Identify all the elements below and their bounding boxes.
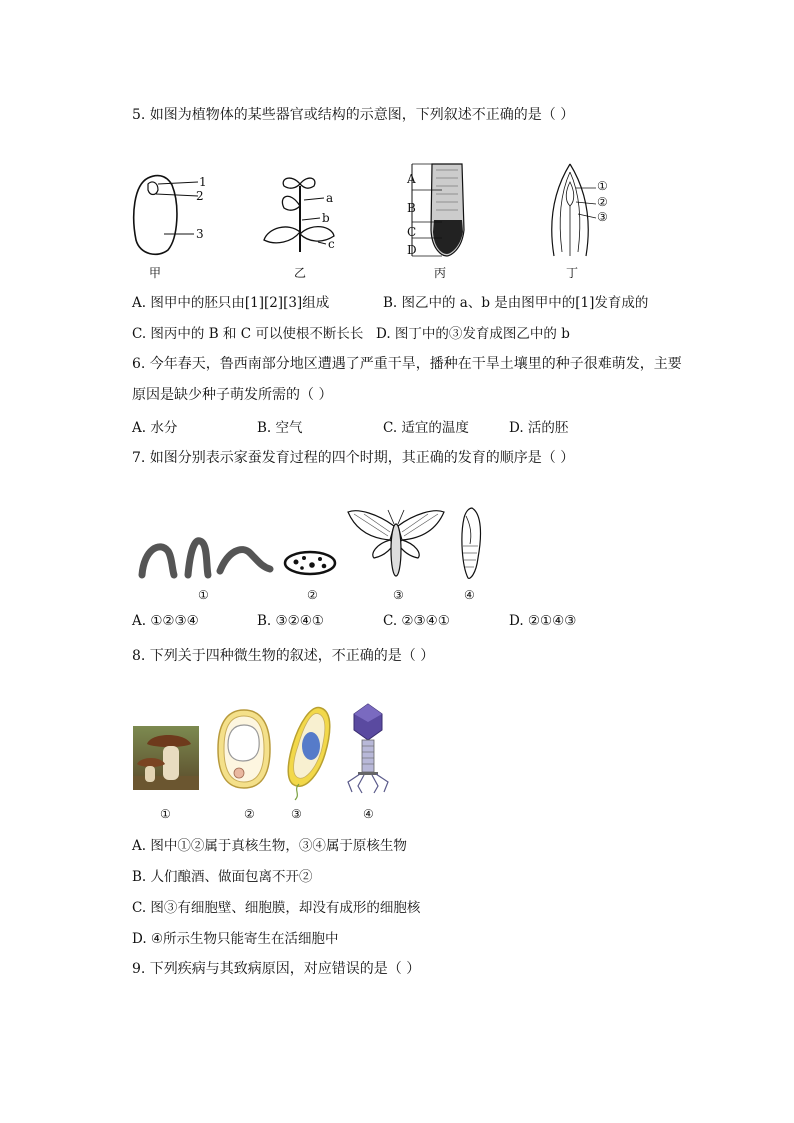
q7-option-a: A. ①②③④ <box>132 613 199 629</box>
silkworm-egg-figure <box>282 548 338 578</box>
q8-option-b: B. 人们酿酒、做面包离不开② <box>132 869 313 885</box>
q6-stem-line2: 原因是缺少种子萌发所需的（ ） <box>132 387 333 403</box>
fig-label-bing: 丙 <box>434 266 447 280</box>
q8-option-d: D. ④所示生物只能寄生在活细胞中 <box>132 931 339 947</box>
bud-mark-1: ① <box>597 179 608 193</box>
mushroom-photo <box>133 726 199 790</box>
bacteriophage-figure <box>344 702 392 794</box>
bacterium-figure <box>283 704 335 800</box>
q6-option-a: A. 水分 <box>132 420 178 436</box>
yeast-cell-figure <box>215 707 273 791</box>
seed-mark-1: 1 <box>199 175 207 189</box>
q8-option-c: C. 图③有细胞壁、细胞膜，却没有成形的细胞核 <box>132 900 421 916</box>
q8-fig-label-4: ④ <box>363 807 374 821</box>
q5-option-c: C. 图丙中的 B 和 C 可以使根不断长长 <box>132 326 364 342</box>
bud-mark-3: ③ <box>597 210 608 224</box>
q5-stem: 5. 如图为植物体的某些器官或结构的示意图，下列叙述不正确的是（ ） <box>132 107 575 123</box>
q7-option-b: B. ③②④① <box>257 613 324 629</box>
seedling-mark-c: c <box>328 237 335 251</box>
q6-stem-line1: 6. 今年春天，鲁西南部分地区遭遇了严重干旱，播种在干旱土壤里的种子很难萌发，主要 <box>132 356 682 372</box>
q7-fig-label-2: ② <box>307 588 318 602</box>
seed-mark-3: 3 <box>196 227 204 241</box>
fig-label-yi: 乙 <box>294 266 307 280</box>
q8-fig-label-3: ③ <box>291 807 302 821</box>
bud-mark-2: ② <box>597 195 608 209</box>
q7-fig-label-1: ① <box>198 588 209 602</box>
silkworm-larva-figure <box>138 535 278 580</box>
seedling-mark-a: a <box>326 191 334 205</box>
silkworm-moth-figure <box>344 506 448 582</box>
q8-fig-label-1: ① <box>160 807 171 821</box>
q7-option-d: D. ②①④③ <box>509 613 577 629</box>
q5-option-a: A. 图甲中的胚只由[1][2][3]组成 <box>132 295 330 311</box>
q7-fig-label-4: ④ <box>464 588 475 602</box>
q5-option-b: B. 图乙中的 a、b 是由图甲中的[1]发育成的 <box>383 295 649 311</box>
seed-mark-2: 2 <box>196 189 204 203</box>
fig-label-ding: 丁 <box>566 266 579 280</box>
silkworm-pupa-figure <box>458 506 484 582</box>
q7-stem: 7. 如图分别表示家蚕发育过程的四个时期，其正确的发育的顺序是（ ） <box>132 450 575 466</box>
q6-option-b: B. 空气 <box>257 420 303 436</box>
q9-stem: 9. 下列疾病与其致病原因，对应错误的是（ ） <box>132 961 421 977</box>
q6-option-d: D. 活的胚 <box>509 420 569 436</box>
fig-label-jia: 甲 <box>149 266 162 280</box>
root-zone-C: C <box>407 225 417 239</box>
root-zone-A: A <box>407 172 416 186</box>
q8-stem: 8. 下列关于四种微生物的叙述，不正确的是（ ） <box>132 648 435 664</box>
root-zone-D: D <box>407 243 417 257</box>
q8-option-a: A. 图中①②属于真核生物，③④属于原核生物 <box>132 838 407 854</box>
q7-fig-label-3: ③ <box>393 588 404 602</box>
q5-option-d: D. 图丁中的③发育成图乙中的 b <box>376 326 570 342</box>
q8-fig-label-2: ② <box>244 807 255 821</box>
seedling-mark-b: b <box>322 211 330 225</box>
q7-option-c: C. ②③④① <box>383 613 450 629</box>
q6-option-c: C. 适宜的温度 <box>383 420 469 436</box>
root-zone-B: B <box>407 201 416 215</box>
